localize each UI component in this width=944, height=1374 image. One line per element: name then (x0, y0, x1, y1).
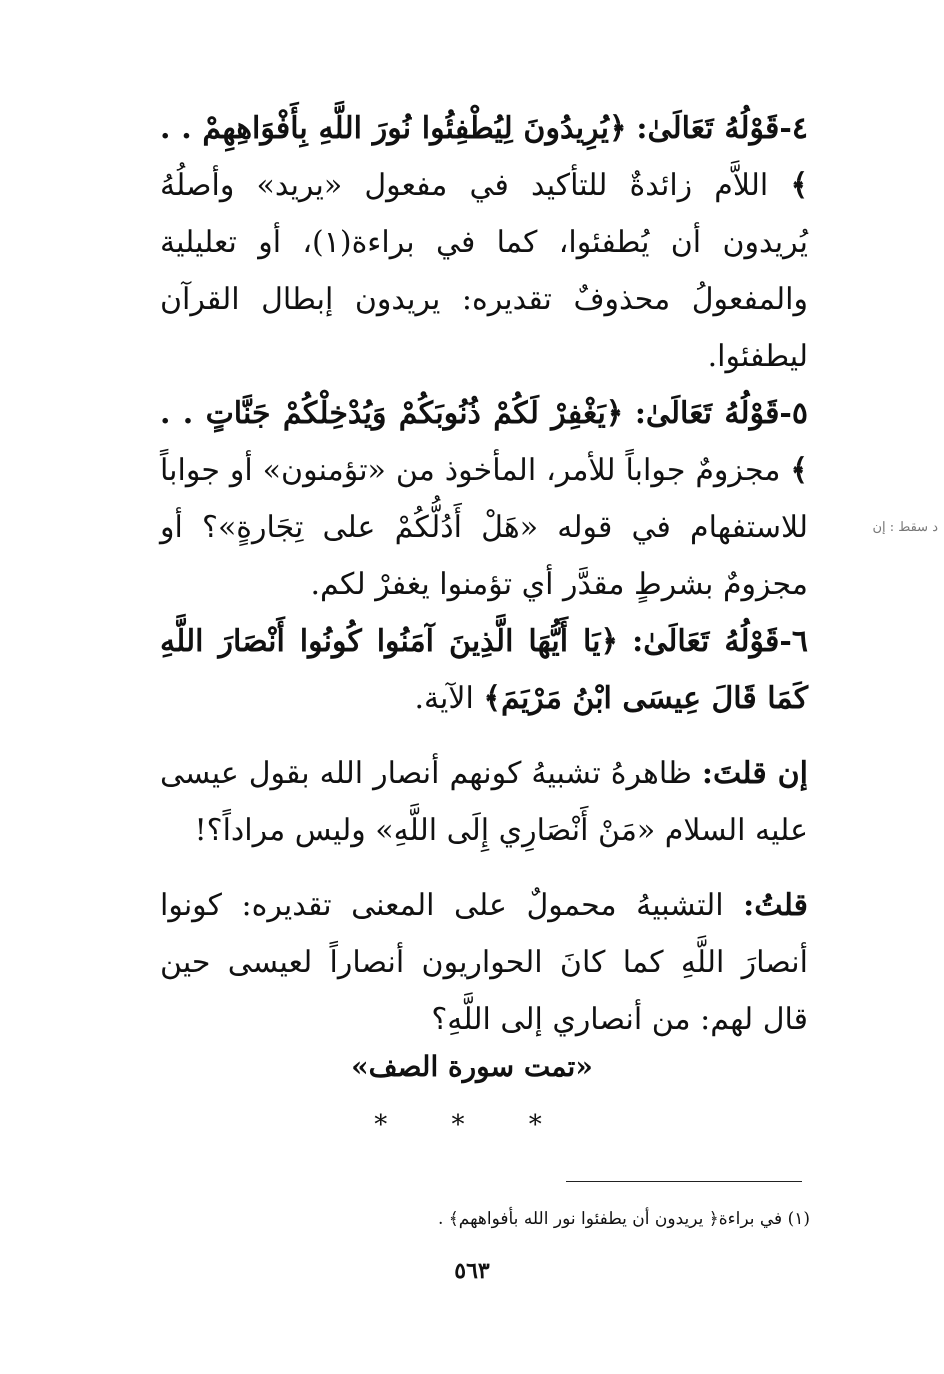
footnote-divider (566, 1181, 802, 1182)
answer-text: التشبيهُ محمولٌ على المعنى تقديره: كونوا أنصارَ اللَّهِ كما كانَ الحواريون أنصاراً لعيسى حين قال لهم: من أنصاري إلى اللَّهِ؟ (160, 888, 808, 1037)
lead-phrase: قَوْلُهُ تَعَالَىٰ: (632, 624, 780, 659)
item-number: ٥- (779, 396, 808, 431)
answer-paragraph (160, 877, 808, 1048)
question-paragraph (160, 745, 808, 859)
paragraph-4 (160, 100, 808, 385)
main-text (160, 100, 808, 1048)
quran-verse: ﴿يُرِيدُونَ لِيُطْفِئُوا نُورَ اللَّهِ بِأَفْوَاهِهِمْ . . ﴾ (160, 111, 809, 203)
section-separator: * * * (374, 1110, 570, 1140)
question-marker: إن قلتَ: (701, 756, 808, 791)
lead-phrase: قَوْلُهُ تَعَالَىٰ: (636, 111, 780, 146)
commentary: اللاَّم زائدةٌ للتأكيد في مفعول «يريد» وأصلُهُ يُريدون أن يُطفئوا، كما في براءة(١)، أو تعليلية والمفعولُ محذوفٌ تقديره: يريدون إبطال القرآن ليطفئوا. (160, 168, 808, 374)
quran-verse: ﴿يَغْفِرْ لَكُمْ ذُنُوبَكُمْ وَيُدْخِلْكُمْ جَنَّاتٍ . . ﴾ (160, 396, 808, 488)
commentary: الآية. (414, 681, 474, 716)
paragraph-5 (160, 385, 808, 613)
commentary: مجزومٌ جواباً للأمر، المأخوذ من «تؤمنون» أو جواباً للاستفهام في قوله «هَلْ أَدُلُّكُمْ على تِجَارةٍ»؟ أو مجزومٌ بشرطٍ مقدَّر أي تؤمنوا يغفرْ لكم. (160, 453, 808, 602)
answer-marker: قلتُ: (743, 888, 808, 923)
page-number: ٥٦٣ (454, 1258, 490, 1284)
question-text: ظاهرهُ تشبيهُ كونهم أنصار الله بقول عيسى عليه السلام «مَنْ أَنْصَارِي إِلَى اللَّهِ» وليس مراداً؟! (160, 756, 808, 848)
quran-verse: ﴿يَا أَيُّهَا الَّذِينَ آمَنُوا كُونُوا أَنْصَارَ اللَّهِ كَمَا قَالَ عِيسَى ابْنُ مَرْيَمَ﴾ (160, 624, 808, 716)
paragraph-6 (160, 613, 808, 727)
footnote: (١) في براءة﴿ يريدون أن يطفئوا نور الله بأفواههم﴾ . (437, 1209, 810, 1229)
item-number: ٤- (779, 111, 808, 146)
item-number: ٦- (779, 624, 808, 659)
margin-note: د سقط : إن (872, 520, 938, 535)
lead-phrase: قَوْلُهُ تَعَالَىٰ: (634, 396, 780, 431)
surah-closing: «تمت سورة الصف» (351, 1050, 593, 1083)
